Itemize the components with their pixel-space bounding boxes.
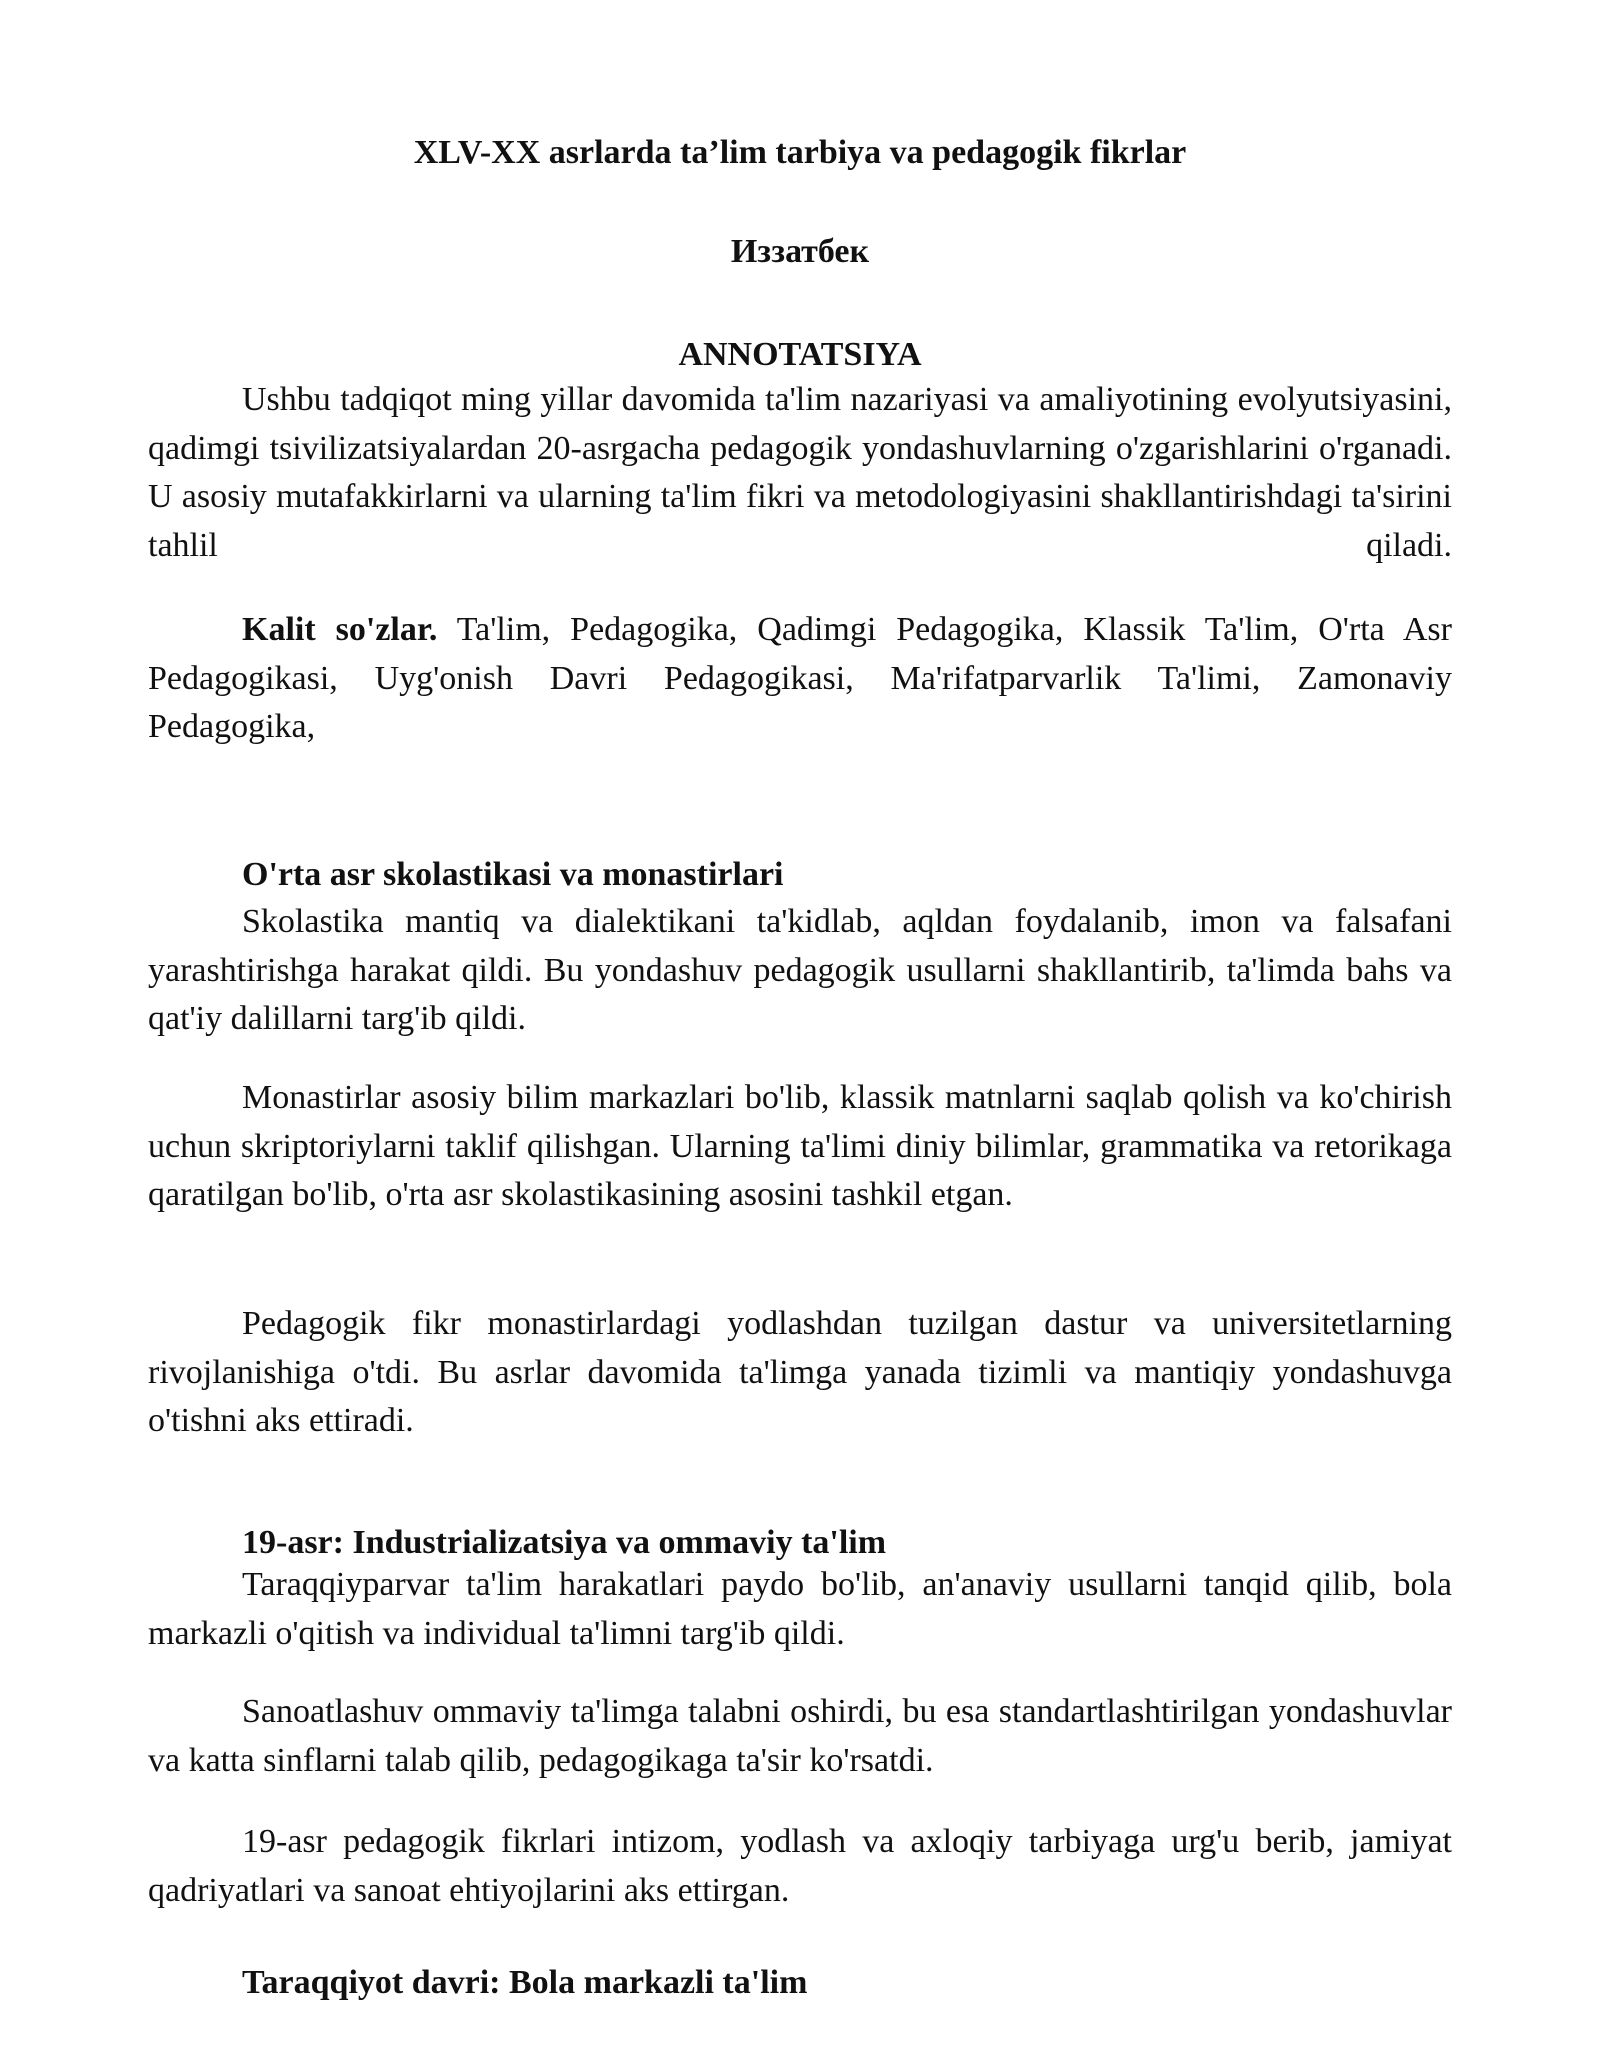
section-heading-19th-century: 19-asr: Industrializatsiya va ommaviy ta'lim (242, 1524, 887, 1561)
author-name: Иззатбек (730, 233, 870, 270)
section-heading-progressive: Taraqqiyot davri: Bola markazli ta'lim (242, 1964, 808, 2001)
section-paragraph-medieval-1: Skolastika mantiq va dialektikani ta'kidlab, aqldan foydalanib, imon va falsafani yarashtirishga harakat qildi. Bu yondashuv pedagogik usullarni shakllantirib, ta'limda bahs va qat'iy dalillarni targ'ib qildi. (148, 903, 1452, 1037)
section-paragraph-medieval-2: Monastirlar asosiy bilim markazlari bo'lib, klassik matnlarni saqlab qolish va ko'chirish uchun skriptoriylarni taklif qilishgan. Ularning ta'limi diniy bilimlar, grammatika va retorikaga qaratilgan bo'lib, o'rta asr skolastikasining asosini tashkil etgan. (148, 1079, 1452, 1213)
keywords-label: Kalit so'zlar. (242, 611, 438, 648)
section-paragraph-19th-3: 19-asr pedagogik fikrlari intizom, yodlash va axloqiy tarbiyaga urg'u berib, jamiyat qadriyatlari va sanoat ehtiyojlarini aks ettirgan. (148, 1823, 1452, 1909)
annotation-heading: ANNOTATSIYA (678, 336, 922, 373)
keywords-text: Ta'lim, Pedagogika, Qadimgi Pedagogika, Klassik Ta'lim, O'rta Asr Pedagogikasi, Uyg'onish Davri Pedagogikasi, Ma'rifatparvarlik Ta'limi, Zamonaviy Pedagogika, (148, 611, 1452, 745)
section-heading-medieval: O'rta asr skolastikasi va monastirlari (242, 856, 784, 893)
section-paragraph-medieval-3: Pedagogik fikr monastirlardagi yodlashdan tuzilgan dastur va universitetlarning rivojlanishiga o'tdi. Bu asrlar davomida ta'limga yanada tizimli va mantiqiy yondashuvga o'tishni aks ettiradi. (148, 1305, 1452, 1439)
document-title: XLV-XX asrlarda ta’lim tarbiya va pedagogik fikrlar (413, 134, 1187, 171)
annotation-text: Ushbu tadqiqot ming yillar davomida ta'lim nazariyasi va amaliyotining evolyutsiyasini, qadimgi tsivilizatsiyalardan 20-asrgacha pedagogik yondashuvlarning o'zgarishlarini o'rganadi. U asosiy mutafakkirlarni va ularning ta'lim fikri va metodologiyasini shakllantirishdagi ta'sirini tahlil qiladi. (148, 381, 1452, 564)
section-paragraph-19th-1: Taraqqiyparvar ta'lim harakatlari paydo bo'lib, an'anaviy usullarni tanqid qilib, bola markazli o'qitish va individual ta'limni targ'ib qildi. (148, 1566, 1452, 1652)
section-paragraph-19th-2: Sanoatlashuv ommaviy ta'limga talabni oshirdi, bu esa standartlashtirilgan yondashuvlar va katta sinflarni talab qilib, pedagogikaga ta'sir ko'rsatdi. (148, 1693, 1452, 1779)
keywords-paragraph (148, 606, 1452, 752)
